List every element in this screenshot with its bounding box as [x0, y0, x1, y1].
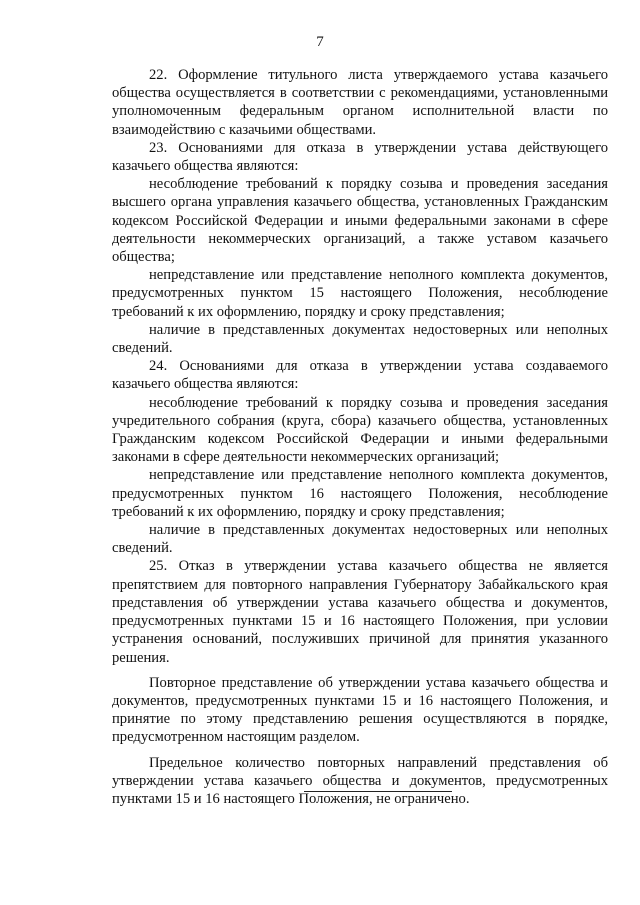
paragraph-23-item-2: непредставление или представление неполного комплекта документов, предусмотренных пунктом 15 настоящего Положения, несоблюдение требований к их оформлению, порядку и сроку представления; [112, 267, 608, 320]
paragraph-23: 23. Основаниями для отказа в утверждении устава действующего казачьего общества являются: [112, 139, 608, 175]
paragraph-24-item-2: непредставление или представление неполного комплекта документов, предусмотренных пунктом 16 настоящего Положения, несоблюдение требований к их оформлению, порядку и сроку представления; [112, 467, 608, 520]
document-body [112, 66, 608, 808]
paragraph-24-item-3: наличие в представленных документах недостоверных или неполных сведений. [112, 522, 608, 557]
paragraph-23-item-3: наличие в представленных документах недостоверных или неполных сведений. [112, 321, 608, 357]
paragraph-24-item-1: несоблюдение требований к порядку созыва и проведения заседания учредительного собрания (круга, сбора) казачьего общества, установленных Гражданским кодексом Российской Федерации и иными федеральными законами в сфере деятельности некоммерческих организаций; [112, 394, 608, 466]
page-number: 7 [316, 34, 324, 50]
paragraph-24: 24. Основаниями для отказа в утверждении устава создаваемого казачьего общества являются: [112, 358, 608, 393]
paragraph-23-item-1: несоблюдение требований к порядку созыва и проведения заседания высшего органа управления казачьего общества, установленных Гражданским кодексом Российской Федерации и иными федеральными законами в сфере деятельности некоммерческих организаций, а также уставом казачьего общества; [112, 176, 608, 266]
paragraph-submission-limit: Предельное количество повторных направлений представления об утверждении устава казачьего общества и документов, предусмотренных пунктами 15 и 16 настоящего Положения, не ограничено. [112, 754, 608, 807]
paragraph-25: 25. Отказ в утверждении устава казачьего общества не является препятствием для повторного направления Губернатору Забайкальского края представления об утверждении устава казачьего общества и документов, предусмотренных пунктами 15 и 16 настоящего Положения, при условии устранения оснований, послуживших причиной для принятия указанного решения. [112, 558, 608, 666]
paragraph-repeat-submission: Повторное представление об утверждении устава казачьего общества и документов, предусмотренных пунктами 15 и 16 настоящего Положения, и принятие по этому представлению решения осуществляются в порядке, предусмотренном настоящим разделом. [112, 674, 608, 746]
paragraph-22: 22. Оформление титульного листа утверждаемого устава казачьего общества осуществляется в соответствии с рекомендациями, установленными уполномоченным федеральным органом исполнительной власти по взаимодействию с казачьими обществами. [112, 67, 608, 138]
end-of-text-rule [304, 791, 452, 792]
